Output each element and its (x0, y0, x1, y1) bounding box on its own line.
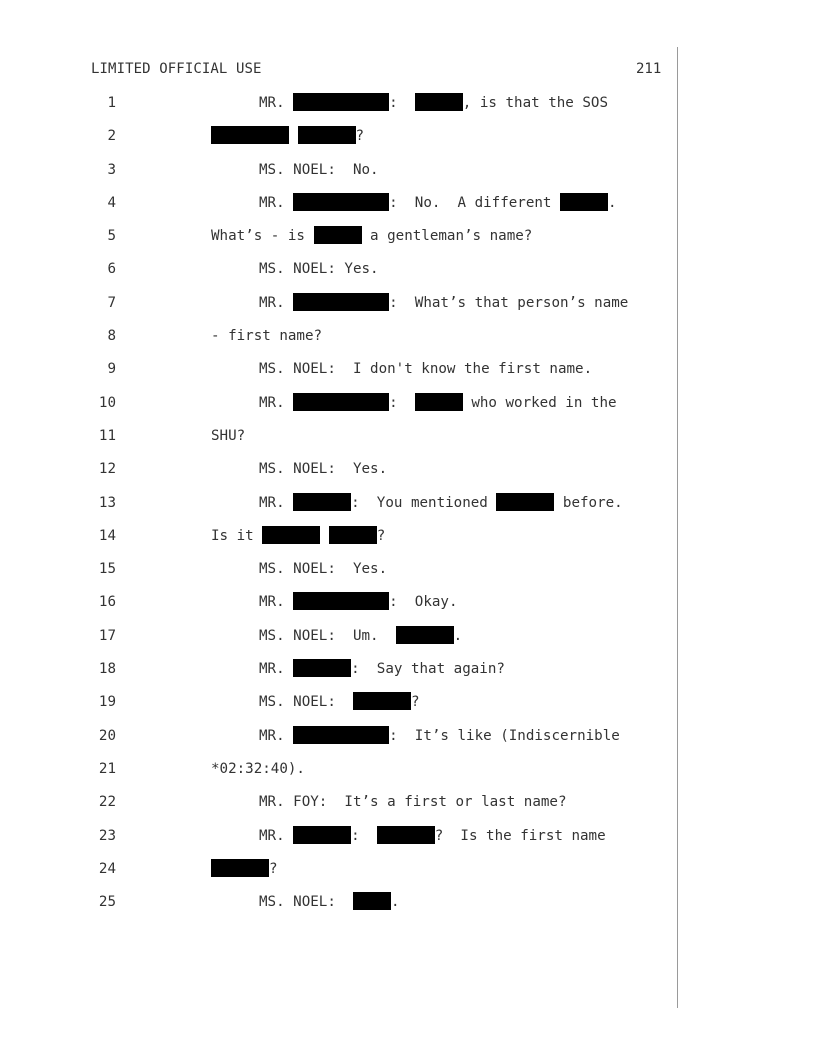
transcript-line (0, 292, 816, 325)
line-number: 19 (98, 694, 116, 711)
line-number: 5 (107, 228, 116, 245)
line-number: 15 (98, 561, 116, 578)
text-segment: : No. A different (389, 194, 561, 211)
transcript-line (0, 858, 816, 891)
line-number: 2 (107, 128, 116, 145)
text-segment: ? (269, 860, 278, 877)
transcript-line (0, 891, 816, 924)
line-text (259, 258, 379, 280)
transcript-line (0, 159, 816, 192)
transcript-line (0, 825, 816, 858)
text-segment: : You mentioned (351, 494, 497, 511)
text-segment: MS. NOEL: (259, 894, 353, 911)
redaction-block (377, 826, 435, 844)
line-number: 24 (98, 860, 116, 877)
line-number: 8 (107, 328, 116, 345)
redaction-block (415, 93, 463, 111)
redaction-block (293, 592, 389, 610)
transcript-line (0, 192, 816, 225)
line-text (259, 625, 462, 647)
text-segment: What’s - is (211, 228, 314, 245)
text-segment: : Okay. (389, 594, 458, 611)
text-segment: MS. NOEL: Yes. (259, 561, 388, 578)
text-segment: ? (410, 694, 420, 711)
text-segment: a gentleman’s name? (361, 228, 533, 245)
line-number: 1 (107, 95, 116, 111)
text-segment: MR. (259, 394, 294, 411)
text-segment: MR. (259, 95, 294, 111)
transcript-line (0, 758, 816, 791)
line-number: 6 (107, 261, 116, 278)
text-segment: SHU? (211, 427, 246, 444)
text-segment: MS. NOEL: Um. (259, 627, 396, 644)
text-segment: . (390, 894, 400, 911)
redaction-block (293, 393, 389, 411)
classification-header: LIMITED OFFICIAL USE (91, 61, 262, 77)
redaction-block (293, 293, 389, 311)
line-number: 25 (98, 894, 116, 911)
line-text (259, 192, 617, 214)
text-segment (289, 128, 298, 144)
redaction-block (496, 493, 554, 511)
line-number: 7 (107, 294, 116, 311)
text-segment: MS. NOEL: Yes. (259, 461, 388, 478)
transcript-line (0, 691, 816, 724)
redaction-block (293, 659, 351, 677)
line-text (259, 725, 620, 747)
transcript-line (0, 791, 816, 824)
line-text (259, 458, 387, 480)
line-number: 14 (98, 527, 116, 544)
line-number: 9 (107, 361, 116, 378)
transcript-line (0, 358, 816, 391)
text-segment (320, 528, 329, 544)
line-text (259, 392, 617, 414)
text-segment: , is that the SOS (462, 95, 609, 111)
line-text (259, 292, 628, 314)
line-text (259, 825, 606, 847)
transcript-line (0, 558, 816, 591)
transcript-lines (0, 92, 816, 924)
text-segment: MR. (259, 494, 294, 511)
line-text (259, 358, 592, 380)
transcript-line (0, 525, 816, 558)
line-text (259, 891, 400, 913)
text-segment: : What’s that person’s name (389, 294, 629, 311)
redaction-block (329, 526, 377, 544)
text-segment: MR. (259, 727, 294, 744)
text-segment: MR. (259, 661, 294, 678)
transcript-line (0, 125, 816, 158)
transcript-line (0, 92, 816, 125)
transcript-line (0, 625, 816, 658)
text-segment: MR. (259, 194, 294, 211)
line-number: 20 (98, 727, 116, 744)
line-number: 11 (98, 427, 116, 444)
line-number: 18 (98, 661, 116, 678)
redaction-block (415, 393, 463, 411)
transcript-line (0, 325, 816, 358)
transcript-line (0, 725, 816, 758)
line-text (259, 791, 567, 813)
redaction-block (353, 892, 391, 910)
line-text (211, 758, 305, 780)
transcript-line (0, 425, 816, 458)
text-segment: : (389, 95, 415, 111)
text-segment: MS. NOEL: (259, 694, 353, 711)
line-text (211, 858, 278, 880)
line-text (259, 558, 387, 580)
redaction-block (396, 626, 454, 644)
redaction-block (293, 493, 351, 511)
line-text (211, 325, 322, 347)
text-segment: ? Is the first name (434, 827, 606, 844)
line-text (259, 159, 379, 181)
redaction-block (353, 692, 411, 710)
line-text (259, 658, 505, 680)
text-segment: who worked in the (462, 394, 617, 411)
redaction-block (262, 526, 320, 544)
text-segment: - first name? (211, 328, 323, 345)
transcript-line (0, 458, 816, 491)
text-segment: before. (554, 494, 623, 511)
page-number: 211 (636, 61, 662, 77)
text-segment: MR. (259, 827, 294, 844)
text-segment: . (453, 627, 463, 644)
line-text (211, 125, 364, 147)
transcript-line (0, 258, 816, 291)
redaction-block (314, 226, 362, 244)
redaction-block (293, 726, 389, 744)
redaction-block (298, 126, 356, 144)
line-text (259, 92, 608, 114)
redaction-block (293, 193, 389, 211)
text-segment: *02:32:40). (211, 760, 305, 777)
redaction-block (211, 126, 289, 144)
line-text (259, 591, 458, 613)
redaction-block (560, 193, 608, 211)
text-segment: MR. (259, 594, 294, 611)
line-number: 4 (107, 194, 116, 211)
text-segment: : (389, 394, 415, 411)
transcript-line (0, 392, 816, 425)
text-segment: : (351, 827, 377, 844)
redaction-block (211, 859, 269, 877)
text-segment: Is it (211, 527, 263, 544)
text-segment: MS. NOEL: I don't know the first name. (259, 361, 593, 378)
text-segment: . (608, 194, 617, 211)
line-text (211, 425, 245, 447)
line-number: 13 (98, 494, 116, 511)
transcript-line (0, 225, 816, 258)
text-segment: ? (376, 527, 386, 544)
line-number: 23 (98, 827, 116, 844)
text-segment: MR. FOY: It’s a first or last name? (259, 794, 567, 811)
text-segment: MS. NOEL: No. (259, 161, 379, 178)
line-number: 22 (98, 794, 116, 811)
text-segment: : It’s like (Indiscernible (389, 727, 620, 744)
transcript-line (0, 591, 816, 624)
text-segment: MR. (259, 294, 294, 311)
text-segment: : Say that again? (351, 661, 505, 678)
line-text (259, 691, 420, 713)
text-segment: MS. NOEL: Yes. (259, 261, 379, 278)
line-text (211, 225, 532, 247)
line-number: 10 (98, 394, 116, 411)
line-text (211, 525, 385, 547)
transcript-line (0, 658, 816, 691)
line-number: 17 (98, 627, 116, 644)
text-segment: ? (355, 128, 365, 145)
line-number: 3 (107, 161, 116, 178)
line-number: 12 (98, 461, 116, 478)
transcript-line (0, 492, 816, 525)
redaction-block (293, 93, 389, 111)
line-number: 16 (98, 594, 116, 611)
line-number: 21 (98, 760, 116, 777)
line-text (259, 492, 623, 514)
redaction-block (293, 826, 351, 844)
